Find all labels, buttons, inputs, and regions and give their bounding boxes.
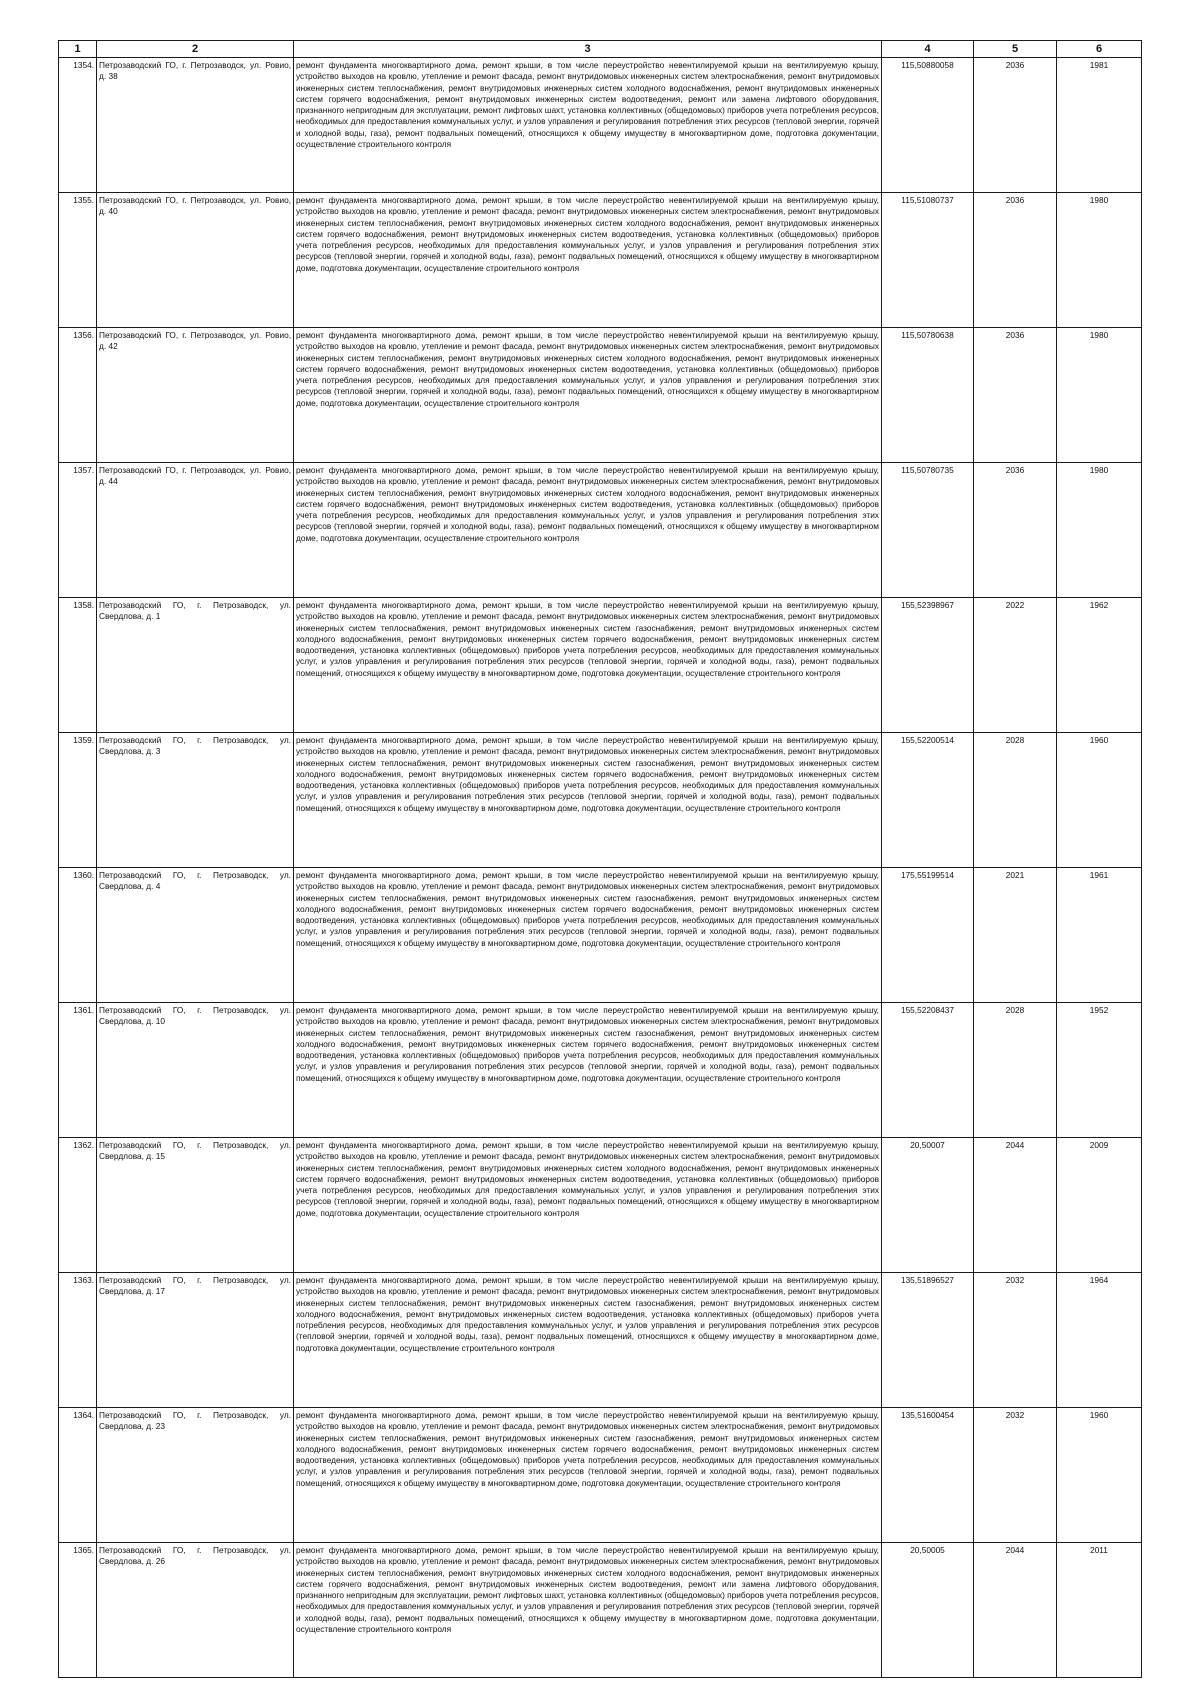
capital-repair-table: [58, 40, 1142, 1678]
table-row: [59, 1408, 1142, 1543]
repair-works: ремонт фундамента многоквартирного дома, ремонт крыши, в том числе переустройство невентилируемой крыши на вентилируемую крышу, устройство выходов на кровлю, утепление и ремонт фасада, ремонт внутридомовых инженерных систем электроснабжения, ремонт внутридомовых инженерных систем теплоснабжения, ремонт внутридомовых инженерных систем газоснабжения, ремонт внутридомовых инженерных систем холодного водоснабжения, ремонт внутридомовых инженерных систем горячего водоснабжения, ремонт внутридомовых инженерных систем водоотведения, установка коллективных (общедомовых) приборов учета потребления ресурсов, необходимых для предоставления коммунальных услуг, и узлов управления и регулирования потребления этих ресурсов (тепловой энергии, горячей и холодной воды, газа), ремонт подвальных помещений, относящихся к общему имуществу в многоквартирном доме, подготовка документации, осуществление строительного контроля: [294, 1003, 882, 1138]
table-row: [59, 733, 1142, 868]
repair-cost: 115,50780735: [882, 463, 974, 598]
build-year: 1960: [1057, 733, 1142, 868]
row-number: 1364.: [59, 1408, 97, 1543]
repair-cost: 175,55199514: [882, 868, 974, 1003]
column-header-5: 5: [974, 41, 1057, 58]
planned-year: 2036: [974, 328, 1057, 463]
repair-cost: 155,52208437: [882, 1003, 974, 1138]
row-number: 1365.: [59, 1543, 97, 1678]
header-row: [59, 41, 1142, 58]
table-row: [59, 463, 1142, 598]
build-year: 2009: [1057, 1138, 1142, 1273]
build-year: 2011: [1057, 1543, 1142, 1678]
column-header-1: 1: [59, 41, 97, 58]
repair-works: ремонт фундамента многоквартирного дома, ремонт крыши, в том числе переустройство невентилируемой крыши на вентилируемую крышу, устройство выходов на кровлю, утепление и ремонт фасада, ремонт внутридомовых инженерных систем электроснабжения, ремонт внутридомовых инженерных систем теплоснабжения, ремонт внутридомовых инженерных систем холодного водоснабжения, ремонт внутридомовых инженерных систем горячего водоснабжения, ремонт внутридомовых инженерных систем водоотведения, установка коллективных (общедомовых) приборов учета потребления ресурсов, необходимых для предоставления коммунальных услуг, и узлов управления и регулирования потребления этих ресурсов (тепловой энергии, горячей и холодной воды, газа), ремонт подвальных помещений, относящихся к общему имуществу в многоквартирном доме, подготовка документации, осуществление строительного контроля: [294, 328, 882, 463]
repair-cost: 115,50880058: [882, 58, 974, 193]
table-row: [59, 868, 1142, 1003]
house-address: Петрозаводский ГО, г. Петрозаводск, ул. Свердлова, д. 1: [97, 598, 294, 733]
row-number: 1358.: [59, 598, 97, 733]
row-number: 1360.: [59, 868, 97, 1003]
house-address: Петрозаводский ГО, г. Петрозаводск, ул. Свердлова, д. 10: [97, 1003, 294, 1138]
repair-cost: 155,52398967: [882, 598, 974, 733]
table-header: [59, 41, 1142, 58]
row-number: 1363.: [59, 1273, 97, 1408]
column-header-3: 3: [294, 41, 882, 58]
build-year: 1980: [1057, 328, 1142, 463]
house-address: Петрозаводский ГО, г. Петрозаводск, ул. Ровио, д. 38: [97, 58, 294, 193]
repair-cost: 135,51896527: [882, 1273, 974, 1408]
build-year: 1962: [1057, 598, 1142, 733]
repair-works: ремонт фундамента многоквартирного дома, ремонт крыши, в том числе переустройство невентилируемой крыши на вентилируемую крышу, устройство выходов на кровлю, утепление и ремонт фасада, ремонт внутридомовых инженерных систем электроснабжения, ремонт внутридомовых инженерных систем теплоснабжения, ремонт внутридомовых инженерных систем газоснабжения, ремонт внутридомовых инженерных систем холодного водоснабжения, ремонт внутридомовых инженерных систем горячего водоснабжения, ремонт внутридомовых инженерных систем водоотведения, установка коллективных (общедомовых) приборов учета потребления ресурсов, необходимых для предоставления коммунальных услуг, и узлов управления и регулирования потребления этих ресурсов (тепловой энергии, горячей и холодной воды, газа), ремонт подвальных помещений, относящихся к общему имуществу в многоквартирном доме, подготовка документации, осуществление строительного контроля: [294, 733, 882, 868]
repair-works: ремонт фундамента многоквартирного дома, ремонт крыши, в том числе переустройство невентилируемой крыши на вентилируемую крышу, устройство выходов на кровлю, утепление и ремонт фасада, ремонт внутридомовых инженерных систем электроснабжения, ремонт внутридомовых инженерных систем теплоснабжения, ремонт внутридомовых инженерных систем холодного водоснабжения, ремонт внутридомовых инженерных систем горячего водоснабжения, ремонт внутридомовых инженерных систем водоотведения, установка коллективных (общедомовых) приборов учета потребления ресурсов, необходимых для предоставления коммунальных услуг, и узлов управления и регулирования потребления этих ресурсов (тепловой энергии, горячей и холодной воды, газа), ремонт подвальных помещений, относящихся к общему имуществу в многоквартирном доме, подготовка документации, осуществление строительного контроля: [294, 1138, 882, 1273]
row-number: 1354.: [59, 58, 97, 193]
planned-year: 2036: [974, 58, 1057, 193]
document-page: [58, 40, 1141, 1678]
row-number: 1362.: [59, 1138, 97, 1273]
table-row: [59, 58, 1142, 193]
repair-works: ремонт фундамента многоквартирного дома, ремонт крыши, в том числе переустройство невентилируемой крыши на вентилируемую крышу, устройство выходов на кровлю, утепление и ремонт фасада, ремонт внутридомовых инженерных систем электроснабжения, ремонт внутридомовых инженерных систем теплоснабжения, ремонт внутридомовых инженерных систем газоснабжения, ремонт внутридомовых инженерных систем холодного водоснабжения, ремонт внутридомовых инженерных систем горячего водоснабжения, ремонт внутридомовых инженерных систем водоотведения, установка коллективных (общедомовых) приборов учета потребления ресурсов, необходимых для предоставления коммунальных услуг, и узлов управления и регулирования потребления этих ресурсов (тепловой энергии, горячей и холодной воды, газа), ремонт подвальных помещений, относящихся к общему имуществу в многоквартирном доме, подготовка документации, осуществление строительного контроля: [294, 598, 882, 733]
table-row: [59, 598, 1142, 733]
build-year: 1952: [1057, 1003, 1142, 1138]
repair-cost: 155,52200514: [882, 733, 974, 868]
repair-cost: 20,50007: [882, 1138, 974, 1273]
repair-works: ремонт фундамента многоквартирного дома, ремонт крыши, в том числе переустройство невентилируемой крыши на вентилируемую крышу, устройство выходов на кровлю, утепление и ремонт фасада, ремонт внутридомовых инженерных систем электроснабжения, ремонт внутридомовых инженерных систем теплоснабжения, ремонт внутридомовых инженерных систем газоснабжения, ремонт внутридомовых инженерных систем холодного водоснабжения, ремонт внутридомовых инженерных систем водоотведения, установка коллективных (общедомовых) приборов учета потребления ресурсов, необходимых для предоставления коммунальных услуг, и узлов управления и регулирования потребления этих ресурсов (тепловой энергии, горячей и холодной воды, газа), ремонт подвальных помещений, относящихся к общему имуществу в многоквартирном доме, подготовка документации, осуществление строительного контроля: [294, 1273, 882, 1408]
house-address: Петрозаводский ГО, г. Петрозаводск, ул. Свердлова, д. 4: [97, 868, 294, 1003]
row-number: 1361.: [59, 1003, 97, 1138]
planned-year: 2022: [974, 598, 1057, 733]
house-address: Петрозаводский ГО, г. Петрозаводск, ул. Свердлова, д. 23: [97, 1408, 294, 1543]
table-row: [59, 1138, 1142, 1273]
house-address: Петрозаводский ГО, г. Петрозаводск, ул. Свердлова, д. 15: [97, 1138, 294, 1273]
house-address: Петрозаводский ГО, г. Петрозаводск, ул. Ровио, д. 42: [97, 328, 294, 463]
row-number: 1355.: [59, 193, 97, 328]
row-number: 1357.: [59, 463, 97, 598]
table-row: [59, 1003, 1142, 1138]
planned-year: 2032: [974, 1408, 1057, 1543]
table-row: [59, 328, 1142, 463]
planned-year: 2036: [974, 193, 1057, 328]
repair-works: ремонт фундамента многоквартирного дома, ремонт крыши, в том числе переустройство невентилируемой крыши на вентилируемую крышу, устройство выходов на кровлю, утепление и ремонт фасада, ремонт внутридомовых инженерных систем электроснабжения, ремонт внутридомовых инженерных систем теплоснабжения, ремонт внутридомовых инженерных систем газоснабжения, ремонт внутридомовых инженерных систем холодного водоснабжения, ремонт внутридомовых инженерных систем горячего водоснабжения, ремонт внутридомовых инженерных систем водоотведения, установка коллективных (общедомовых) приборов учета потребления ресурсов, необходимых для предоставления коммунальных услуг, и узлов управления и регулирования потребления этих ресурсов (тепловой энергии, горячей и холодной воды, газа), ремонт подвальных помещений, относящихся к общему имуществу в многоквартирном доме, подготовка документации, осуществление строительного контроля: [294, 868, 882, 1003]
table-row: [59, 1543, 1142, 1678]
repair-cost: 115,51080737: [882, 193, 974, 328]
planned-year: 2028: [974, 733, 1057, 868]
repair-cost: 20,50005: [882, 1543, 974, 1678]
house-address: Петрозаводский ГО, г. Петрозаводск, ул. Свердлова, д. 17: [97, 1273, 294, 1408]
table-row: [59, 193, 1142, 328]
house-address: Петрозаводский ГО, г. Петрозаводск, ул. Ровио, д. 40: [97, 193, 294, 328]
build-year: 1961: [1057, 868, 1142, 1003]
planned-year: 2021: [974, 868, 1057, 1003]
house-address: Петрозаводский ГО, г. Петрозаводск, ул. Свердлова, д. 26: [97, 1543, 294, 1678]
build-year: 1960: [1057, 1408, 1142, 1543]
column-header-4: 4: [882, 41, 974, 58]
house-address: Петрозаводский ГО, г. Петрозаводск, ул. Свердлова, д. 3: [97, 733, 294, 868]
build-year: 1980: [1057, 193, 1142, 328]
repair-cost: 115,50780638: [882, 328, 974, 463]
column-header-2: 2: [97, 41, 294, 58]
planned-year: 2044: [974, 1543, 1057, 1678]
build-year: 1981: [1057, 58, 1142, 193]
repair-works: ремонт фундамента многоквартирного дома, ремонт крыши, в том числе переустройство невентилируемой крыши на вентилируемую крышу, устройство выходов на кровлю, утепление и ремонт фасада, ремонт внутридомовых инженерных систем электроснабжения, ремонт внутридомовых инженерных систем теплоснабжения, ремонт внутридомовых инженерных систем холодного водоснабжения, ремонт внутридомовых инженерных систем горячего водоснабжения, ремонт внутридомовых инженерных систем водоотведения, установка коллективных (общедомовых) приборов учета потребления ресурсов, необходимых для предоставления коммунальных услуг, и узлов управления и регулирования потребления этих ресурсов (тепловой энергии, горячей и холодной воды, газа), ремонт подвальных помещений, относящихся к общему имуществу в многоквартирном доме, подготовка документации, осуществление строительного контроля: [294, 463, 882, 598]
build-year: 1980: [1057, 463, 1142, 598]
planned-year: 2032: [974, 1273, 1057, 1408]
table-body: [59, 58, 1142, 1678]
column-header-6: 6: [1057, 41, 1142, 58]
row-number: 1359.: [59, 733, 97, 868]
planned-year: 2036: [974, 463, 1057, 598]
planned-year: 2028: [974, 1003, 1057, 1138]
repair-works: ремонт фундамента многоквартирного дома, ремонт крыши, в том числе переустройство невентилируемой крыши на вентилируемую крышу, устройство выходов на кровлю, утепление и ремонт фасада, ремонт внутридомовых инженерных систем электроснабжения, ремонт внутридомовых инженерных систем теплоснабжения, ремонт внутридомовых инженерных систем газоснабжения, ремонт внутридомовых инженерных систем холодного водоснабжения, ремонт внутридомовых инженерных систем горячего водоснабжения, ремонт внутридомовых инженерных систем водоотведения, установка коллективных (общедомовых) приборов учета потребления ресурсов, необходимых для предоставления коммунальных услуг, и узлов управления и регулирования потребления этих ресурсов (тепловой энергии, горячей и холодной воды, газа), ремонт подвальных помещений, относящихся к общему имуществу в многоквартирном доме, подготовка документации, осуществление строительного контроля: [294, 1408, 882, 1543]
table-row: [59, 1273, 1142, 1408]
build-year: 1964: [1057, 1273, 1142, 1408]
repair-cost: 135,51600454: [882, 1408, 974, 1543]
repair-works: ремонт фундамента многоквартирного дома, ремонт крыши, в том числе переустройство невентилируемой крыши на вентилируемую крышу, устройство выходов на кровлю, утепление и ремонт фасада, ремонт внутридомовых инженерных систем электроснабжения, ремонт внутридомовых инженерных систем теплоснабжения, ремонт внутридомовых инженерных систем холодного водоснабжения, ремонт внутридомовых инженерных систем горячего водоснабжения, ремонт внутридомовых инженерных систем водоотведения, ремонт или замена лифтового оборудования, признанного непригодным для эксплуатации, ремонт лифтовых шахт, установка коллективных (общедомовых) приборов учета потребления ресурсов, необходимых для предоставления коммунальных услуг, и узлов управления и регулирования потребления этих ресурсов (тепловой энергии, горячей и холодной воды, газа), ремонт подвальных помещений, относящихся к общему имуществу в многоквартирном доме, подготовка документации, осуществление строительного контроля: [294, 58, 882, 193]
repair-works: ремонт фундамента многоквартирного дома, ремонт крыши, в том числе переустройство невентилируемой крыши на вентилируемую крышу, устройство выходов на кровлю, утепление и ремонт фасада, ремонт внутридомовых инженерных систем электроснабжения, ремонт внутридомовых инженерных систем теплоснабжения, ремонт внутридомовых инженерных систем холодного водоснабжения, ремонт внутридомовых инженерных систем горячего водоснабжения, ремонт внутридомовых инженерных систем водоотведения, установка коллективных (общедомовых) приборов учета потребления ресурсов, необходимых для предоставления коммунальных услуг, и узлов управления и регулирования потребления этих ресурсов (тепловой энергии, горячей и холодной воды, газа), ремонт подвальных помещений, относящихся к общему имуществу в многоквартирном доме, подготовка документации, осуществление строительного контроля: [294, 193, 882, 328]
house-address: Петрозаводский ГО, г. Петрозаводск, ул. Ровио, д. 44: [97, 463, 294, 598]
row-number: 1356.: [59, 328, 97, 463]
planned-year: 2044: [974, 1138, 1057, 1273]
repair-works: ремонт фундамента многоквартирного дома, ремонт крыши, в том числе переустройство невентилируемой крыши на вентилируемую крышу, устройство выходов на кровлю, утепление и ремонт фасада, ремонт внутридомовых инженерных систем электроснабжения, ремонт внутридомовых инженерных систем теплоснабжения, ремонт внутридомовых инженерных систем холодного водоснабжения, ремонт внутридомовых инженерных систем горячего водоснабжения, ремонт внутридомовых инженерных систем водоотведения, ремонт или замена лифтового оборудования, признанного непригодным для эксплуатации, ремонт лифтовых шахт, установка коллективных (общедомовых) приборов учета потребления ресурсов, необходимых для предоставления коммунальных услуг, и узлов управления и регулирования потребления этих ресурсов (тепловой энергии, горячей и холодной воды, газа), ремонт подвальных помещений, относящихся к общему имуществу в многоквартирном доме, подготовка документации, осуществление строительного контроля: [294, 1543, 882, 1678]
